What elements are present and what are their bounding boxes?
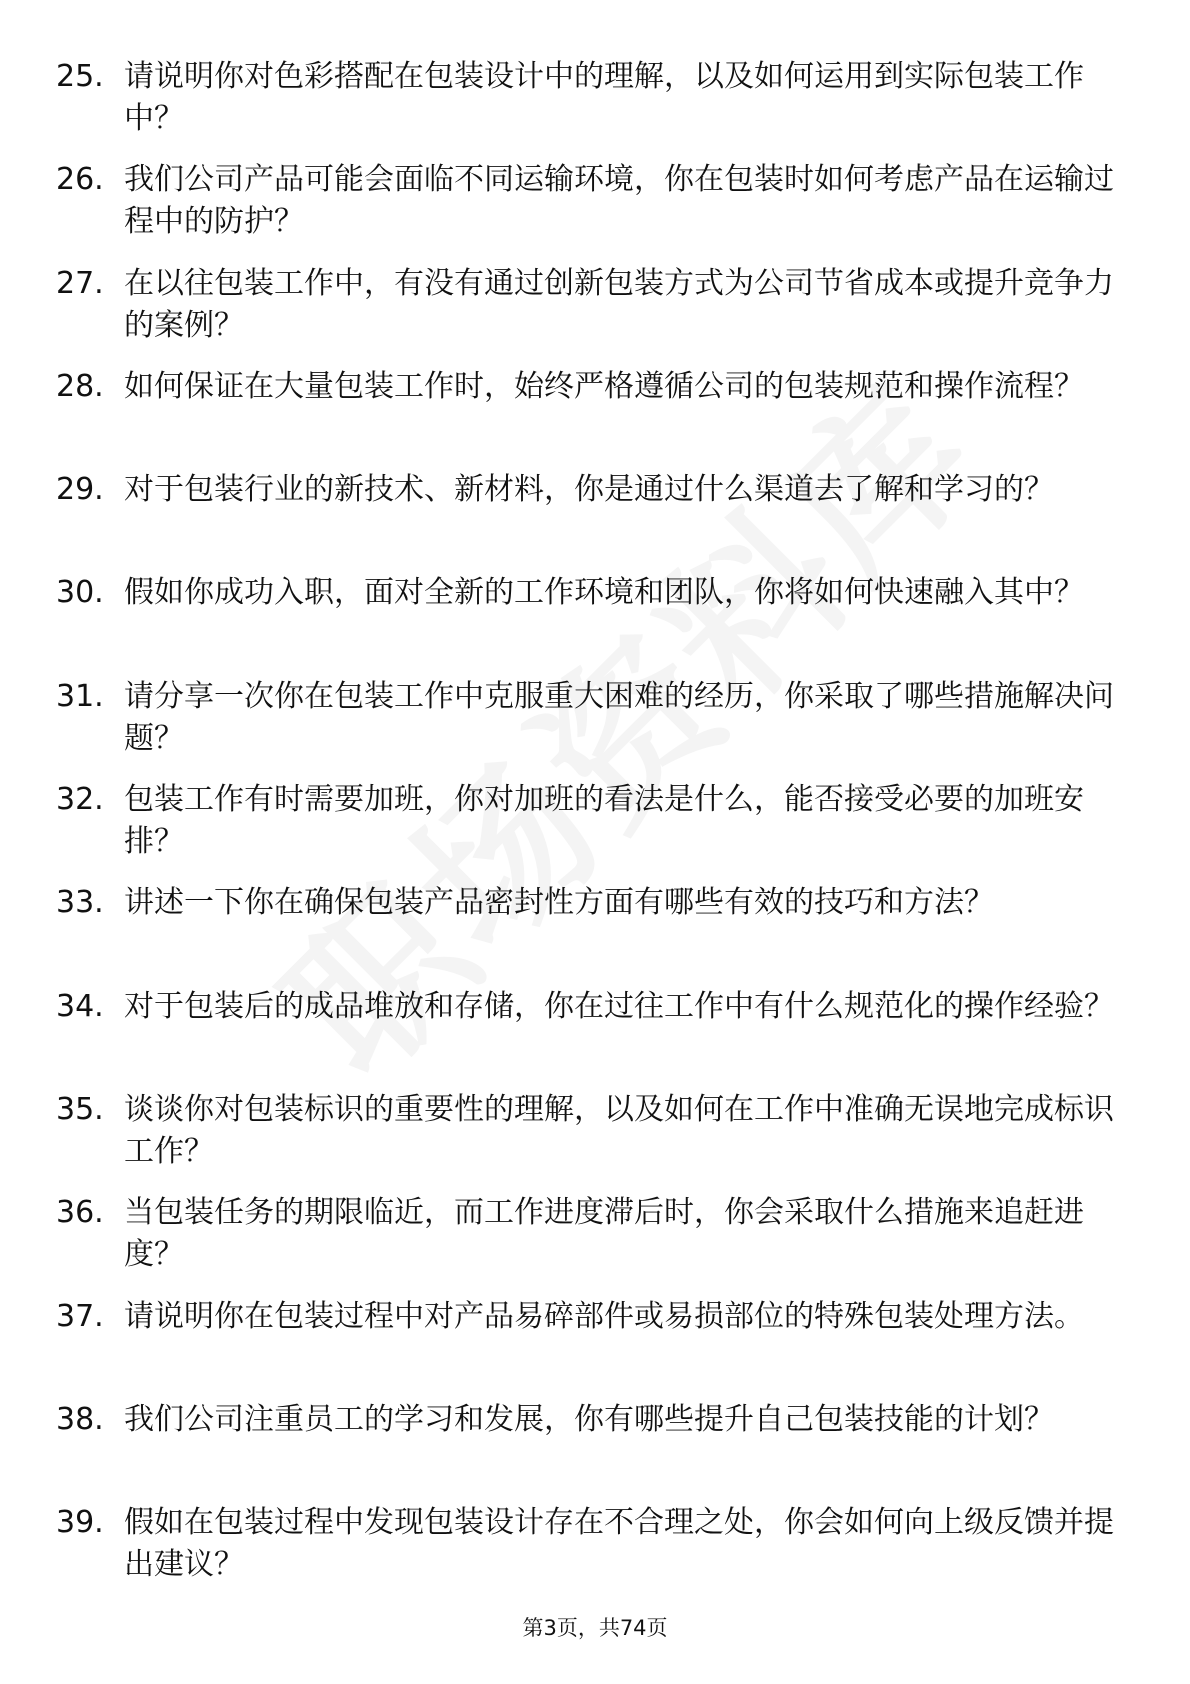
list-item <box>56 1502 1116 1605</box>
item-text: 在以往包装工作中，有没有通过创新包装方式为公司节省成本或提升竞争力的案例？ <box>124 265 1114 343</box>
item-number: 29. <box>56 472 104 508</box>
item-number: 34. <box>56 988 104 1024</box>
list-item <box>56 572 1116 675</box>
item-number: 26. <box>56 162 104 198</box>
item-text: 请说明你在包装过程中对产品易碎部件或易损部位的特殊包装处理方法。 <box>124 1298 1084 1334</box>
item-number: 31. <box>56 678 104 714</box>
item-text: 包装工作有时需要加班，你对加班的看法是什么，能否接受必要的加班安排？ <box>124 782 1084 860</box>
item-number: 36. <box>56 1195 104 1231</box>
question-list <box>56 56 1116 1605</box>
item-number: 28. <box>56 368 104 404</box>
list-item <box>56 676 1116 779</box>
item-number: 27. <box>56 265 104 301</box>
item-number: 32. <box>56 782 104 818</box>
item-text: 讲述一下你在确保包装产品密封性方面有哪些有效的技巧和方法？ <box>124 885 994 921</box>
list-item <box>56 366 1116 469</box>
list-item <box>56 159 1116 262</box>
list-item <box>56 986 1116 1089</box>
list-item <box>56 1089 1116 1192</box>
item-number: 33. <box>56 885 104 921</box>
item-number: 37. <box>56 1298 104 1334</box>
item-number: 30. <box>56 575 104 611</box>
item-text: 假如在包装过程中发现包装设计存在不合理之处，你会如何向上级反馈并提出建议？ <box>124 1505 1114 1583</box>
item-text: 对于包装后的成品堆放和存储，你在过往工作中有什么规范化的操作经验？ <box>124 988 1114 1024</box>
item-text: 对于包装行业的新技术、新材料，你是通过什么渠道去了解和学习的？ <box>124 472 1054 508</box>
item-text: 如何保证在大量包装工作时，始终严格遵循公司的包装规范和操作流程？ <box>124 368 1084 404</box>
page-footer: 第3页，共74页 <box>522 1616 668 1640</box>
item-number: 39. <box>56 1505 104 1541</box>
item-text: 当包装任务的期限临近，而工作进度滞后时，你会采取什么措施来追赶进度？ <box>124 1195 1084 1273</box>
item-text: 请分享一次你在包装工作中克服重大困难的经历，你采取了哪些措施解决问题？ <box>124 678 1114 756</box>
list-item <box>56 469 1116 572</box>
list-item <box>56 56 1116 159</box>
list-item <box>56 779 1116 882</box>
list-item <box>56 1399 1116 1502</box>
list-item <box>56 882 1116 985</box>
list-item <box>56 263 1116 366</box>
item-number: 38. <box>56 1401 104 1437</box>
item-text: 假如你成功入职，面对全新的工作环境和团队，你将如何快速融入其中？ <box>124 575 1084 611</box>
item-number: 35. <box>56 1091 104 1127</box>
item-text: 谈谈你对包装标识的重要性的理解，以及如何在工作中准确无误地完成标识工作？ <box>124 1091 1114 1169</box>
item-text: 我们公司产品可能会面临不同运输环境，你在包装时如何考虑产品在运输过程中的防护？ <box>124 162 1114 240</box>
item-text: 请说明你对色彩搭配在包装设计中的理解，以及如何运用到实际包装工作中？ <box>124 59 1084 136</box>
list-item <box>56 1296 1116 1399</box>
item-text: 我们公司注重员工的学习和发展，你有哪些提升自己包装技能的计划？ <box>124 1401 1054 1437</box>
item-number: 25. <box>56 59 104 94</box>
list-item <box>56 1192 1116 1295</box>
